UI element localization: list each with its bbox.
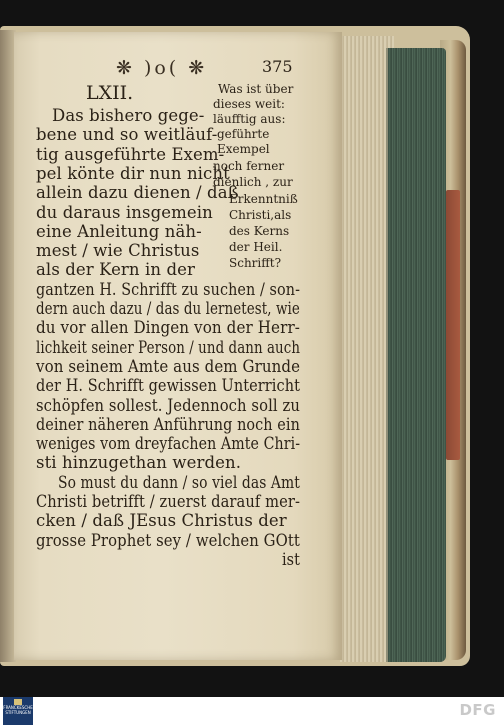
- cover-label: [446, 190, 460, 460]
- text-line: eine Anleitung näh-: [36, 221, 202, 241]
- text-line: von seinem Amte aus dem Grunde: [36, 356, 301, 376]
- margin-note-line: Schrifft?: [229, 256, 282, 270]
- text-line: mest / wie Christus: [36, 241, 200, 261]
- page-ornament: ❋ )o( ❋: [116, 57, 208, 79]
- text-line: der H. Schrifft gewissen Unterricht: [36, 376, 301, 396]
- logo-text: FRANCKESCHE STIFTUNGEN: [3, 705, 33, 715]
- margin-note-line: Christi,als: [229, 208, 292, 222]
- text-line: weniges vom dreyfachen Amte Chri-: [36, 434, 301, 454]
- chapter-heading: LXII.: [86, 82, 134, 104]
- margin-note-line: Was ist über: [218, 82, 294, 96]
- margin-note-line: Erkenntniß: [229, 192, 298, 206]
- margin-note-line: noch ferner: [213, 159, 285, 173]
- margin-note-line: der Heil.: [229, 240, 283, 254]
- text-line: Das bishero gege-: [52, 106, 205, 125]
- text-line: du daraus insgemein: [36, 202, 213, 222]
- text-line: als der Kern in der: [36, 260, 195, 280]
- text-line: ist: [282, 549, 300, 569]
- text-line: schöpfen sollest. Jedennoch soll zu: [36, 395, 300, 415]
- viewer-footer: [0, 697, 504, 725]
- text-line: du vor allen Dingen von der Herr-: [36, 318, 300, 338]
- dfg-logo[interactable]: DFG: [459, 701, 496, 719]
- text-line: sti hinzugethan werden.: [36, 453, 242, 473]
- page-number: 375: [262, 57, 293, 76]
- text-line: dern auch dazu / das du lernetest, wie: [36, 299, 300, 318]
- text-line: So must du dann / so viel das Amt: [58, 472, 300, 492]
- margin-note-line: läufftig aus:: [213, 112, 286, 126]
- margin-note-line: geführte: [217, 127, 270, 141]
- logo-mark-icon: [14, 699, 22, 705]
- margin-note-line: dienlich , zur: [213, 175, 293, 189]
- margin-note-line: des Kerns: [229, 224, 290, 238]
- text-line: deiner näheren Anführung noch ein: [36, 414, 300, 434]
- text-line: pel könte dir nun nicht: [36, 163, 230, 183]
- text-line: Christi betrifft / zuerst darauf mer-: [36, 492, 301, 511]
- book-fore-edge: [386, 48, 446, 662]
- text-line: grosse Prophet sey / welchen GOtt: [36, 530, 300, 550]
- text-line: gantzen H. Schrifft zu suchen / son-: [36, 279, 301, 299]
- text-line: cken / daß JEsus Christus der: [36, 511, 287, 531]
- text-line: lichkeit seiner Person / und dann auch: [36, 337, 301, 357]
- margin-note-line: dieses weit:: [213, 97, 285, 111]
- margin-note-line: Exempel: [217, 142, 270, 156]
- text-line: bene und so weitläuf-: [36, 125, 218, 145]
- text-line: tig ausgeführte Exem-: [36, 144, 225, 164]
- institution-logo[interactable]: [3, 697, 33, 725]
- text-line: allein dazu dienen / daß: [36, 183, 239, 203]
